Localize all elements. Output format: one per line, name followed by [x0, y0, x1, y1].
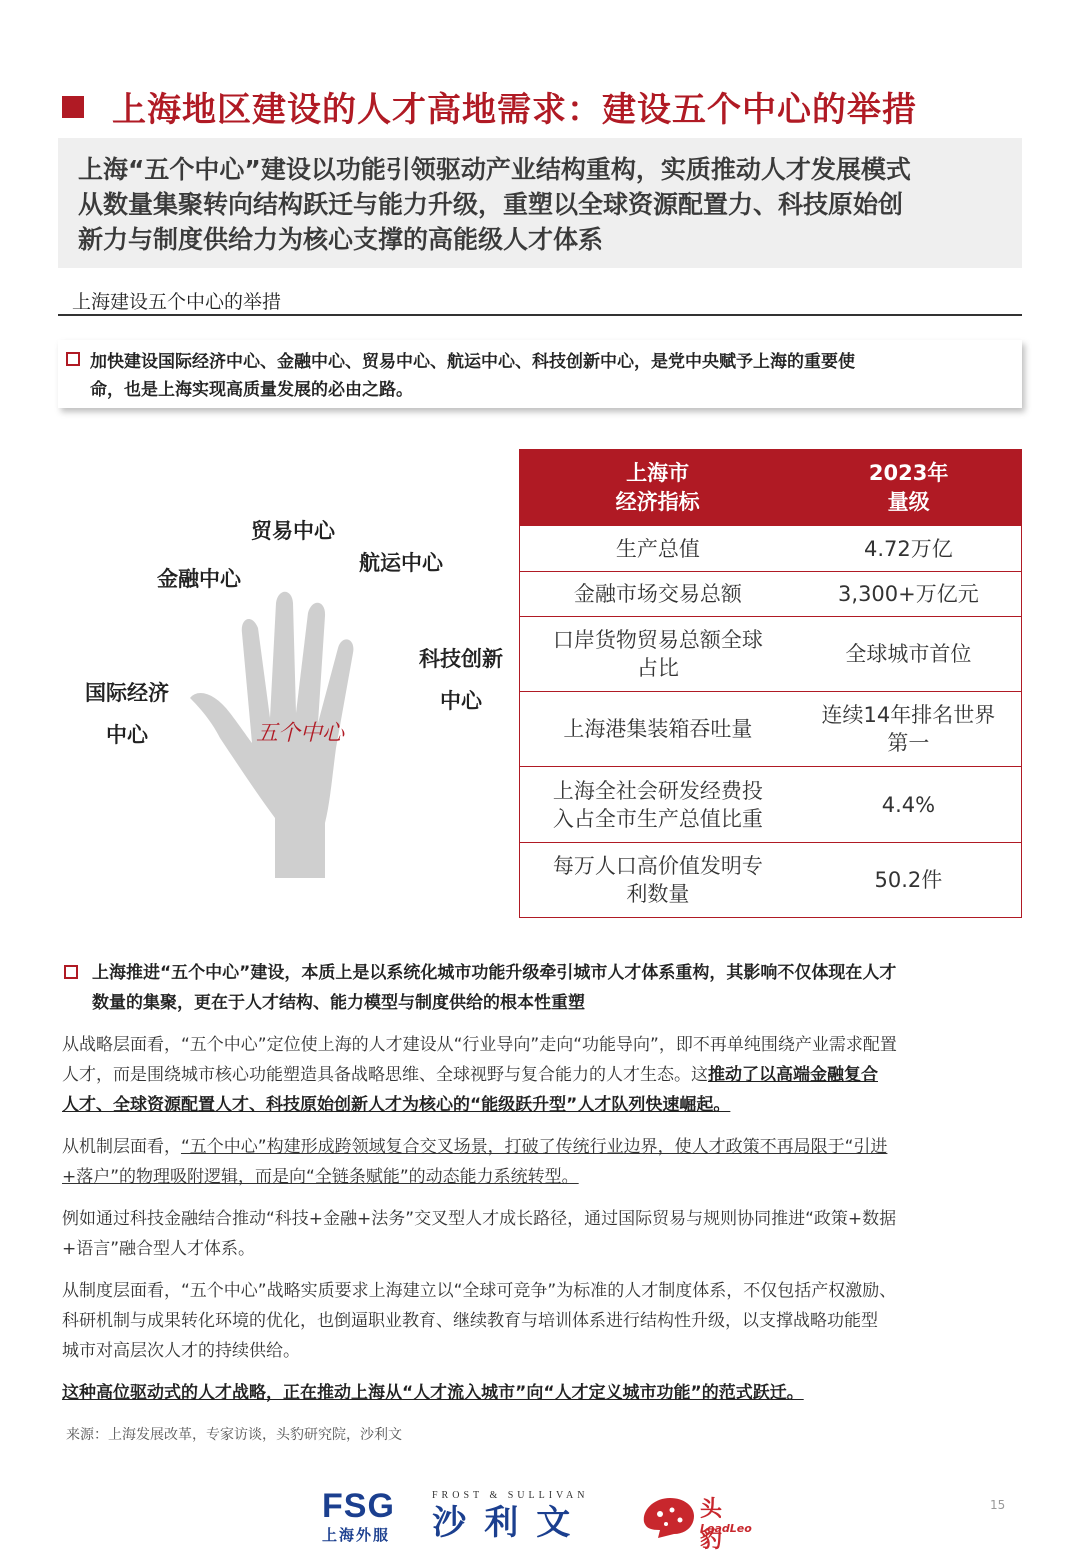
header-line: 2023年: [868, 460, 949, 485]
table-cell-value: [796, 526, 1022, 572]
leadleo-en: LeadLeo: [700, 1522, 752, 1535]
summary-line: 从数量集聚转向结构跃迁与能力升级，重塑以全球资源配置力、科技原始创: [78, 190, 904, 219]
header-line: 量级: [887, 489, 930, 514]
label-econ-center: [72, 672, 182, 756]
summary-line: 新力与制度供给力为核心支撑的高能级人才体系: [78, 225, 604, 254]
header-line: 经济指标: [615, 489, 700, 514]
cell-line: 上海港集装箱吞吐量: [563, 717, 753, 741]
table-cell-label: [520, 692, 796, 767]
table-cell-label: [520, 526, 796, 572]
fsg-logo-text: FSG: [322, 1487, 395, 1525]
paragraph-underlined: +落户”的物理吸附逻辑，而是向“全链条赋能”的动态能力系统转型。: [62, 1167, 579, 1187]
cell-line: 金融市场交易总额: [573, 582, 742, 606]
summary-line: 上海“五个中心”建设以功能引领驱动产业结构重构，实质推动人才发展模式: [78, 155, 911, 184]
table-row: [520, 572, 1022, 617]
paragraph-institution: [62, 1276, 1032, 1366]
paragraph-line: +语言”融合型人才体系。: [62, 1239, 256, 1259]
fsg-logo: [322, 1488, 395, 1545]
table-cell-label: [520, 572, 796, 617]
table-cell-label: [520, 617, 796, 692]
table-cell-value: [796, 572, 1022, 617]
cell-line: 4.4%: [881, 792, 936, 817]
label-trade-center: 贸易中心: [251, 519, 335, 543]
label-finance-center: 金融中心: [157, 567, 241, 591]
paragraph-line: 例如通过科技金融结合推动“科技+金融+法务”交叉型人才成长路径，通过国际贸易与规则协同推进“政策+数据: [62, 1209, 897, 1229]
checkbox-bullet-icon: [64, 965, 78, 979]
five-centers-diagram: [60, 500, 520, 880]
key-point-line: 数量的集聚，更在于人才结构、能力模型与制度供给的根本性重塑: [92, 993, 585, 1013]
cell-line: 入占全市生产总值比重: [552, 806, 763, 831]
summary-box: [58, 138, 1022, 268]
table-row: [520, 692, 1022, 767]
cell-line: 50.2件: [874, 868, 943, 892]
paragraph-line: [62, 1060, 1032, 1090]
paragraph-example: [62, 1204, 1032, 1264]
footer: [0, 1480, 1080, 1560]
cell-line: 每万人口高价值发明专: [552, 854, 763, 878]
cell-line: 占比: [636, 656, 679, 680]
table-cell-value: [796, 617, 1022, 692]
title-marker-icon: [62, 96, 84, 118]
key-point-line: 上海推进“五个中心”建设，本质上是以系统化城市功能升级牵引城市人才体系重构，其影响不仅体现在人才: [92, 963, 897, 983]
label-tech-line: 科技创新: [419, 647, 503, 671]
paragraph-emphasis: 推动了以高端金融复合: [708, 1065, 878, 1085]
leadleo-logo: [640, 1492, 752, 1553]
page-title: 上海地区建设的人才高地需求：建设五个中心的举措: [112, 90, 917, 130]
key-point-line: 加快建设国际经济中心、金融中心、贸易中心、航运中心、科技创新中心，是党中央赋予上海的重要使: [90, 352, 855, 372]
table-cell-value: [796, 767, 1022, 843]
fsg-logo-subtext: 上海外服: [322, 1526, 391, 1544]
cell-line: 4.72万亿: [864, 536, 953, 561]
paragraph-line: 科研机制与成果转化环境的优化，也倒逼职业教育、继续教育与培训体系进行结构性升级，以支撑战略功能型: [62, 1311, 878, 1331]
leadleo-cn: 头豹: [700, 1497, 723, 1553]
frost-sullivan-cn: 沙利文: [432, 1503, 589, 1543]
paragraph-line: 从战略层面看，“五个中心”定位使上海的人才建设从“行业导向”走向“功能导向”，即不再单纯围绕产业需求配置: [62, 1035, 897, 1055]
section-divider: [58, 314, 1022, 316]
table-header-row: [520, 450, 1022, 526]
paragraph-span: 人才，而是围绕城市核心功能塑造具备战略思维、全球视野与复合能力的人才生态。这: [62, 1065, 708, 1085]
label-econ-line: 中心: [106, 723, 148, 747]
cell-line: 口岸货物贸易总额全球: [552, 628, 763, 652]
table-row: [520, 843, 1022, 918]
leopard-icon: [640, 1492, 696, 1540]
table-cell-label: [520, 767, 796, 843]
paragraph-conclusion: 这种高位驱动式的人才战略，正在推动上海从“人才流入城市”向“人才定义城市功能”的范式跃迁。: [62, 1383, 804, 1403]
table-header-cell: [796, 450, 1022, 526]
key-point-2: [62, 958, 1032, 1018]
label-tech-center: [406, 638, 516, 722]
cell-line: 连续14年排名世界: [821, 703, 996, 727]
table-cell-value: [796, 843, 1022, 918]
key-point-line: 命，也是上海实现高质量发展的必由之路。: [90, 380, 413, 400]
label-econ-line: 国际经济: [85, 681, 169, 705]
section-heading: 上海建设五个中心的举措: [72, 291, 282, 313]
table-header-cell: [520, 450, 796, 526]
table-row: [520, 767, 1022, 843]
cell-line: 生产总值: [615, 536, 700, 561]
header-line: 上海市: [626, 460, 690, 485]
paragraph-mechanism: [62, 1132, 1032, 1192]
paragraph-span: 从机制层面看，: [62, 1137, 181, 1157]
page-number: 15: [990, 1498, 1006, 1512]
table-cell-label: [520, 843, 796, 918]
checkbox-bullet-icon: [66, 352, 80, 366]
cell-line: 3,300+万亿元: [838, 582, 979, 606]
cell-line: 上海全社会研发经费投: [552, 778, 763, 803]
cell-line: 第一: [887, 731, 930, 755]
frost-sullivan-logo: [432, 1490, 588, 1545]
page-title-bar: [62, 82, 917, 131]
table-row: [520, 526, 1022, 572]
paragraph-emphasis: 人才、全球资源配置人才、科技原始创新人才为核心的“能级跃升型”人才队列快速崛起。: [62, 1095, 731, 1115]
diagram-center-label: 五个中心: [256, 721, 345, 746]
paragraph-strategy: [62, 1030, 1032, 1120]
paragraph-line: 城市对高层次人才的持续供给。: [62, 1341, 300, 1361]
paragraph-line: [62, 1132, 1032, 1162]
label-shipping-center: 航运中心: [359, 551, 443, 575]
economic-indicators-table: [519, 449, 1022, 918]
table-row: [520, 617, 1022, 692]
label-tech-line: 中心: [440, 689, 482, 713]
key-point-box: [58, 340, 1022, 408]
cell-line: 全球城市首位: [845, 642, 972, 666]
frost-sullivan-en: FROST & SULLIVAN: [432, 1490, 589, 1501]
paragraph-line: 从制度层面看，“五个中心”战略实质要求上海建立以“全球可竞争”为标准的人才制度体系，不仅包括产权激励、: [62, 1281, 897, 1301]
source-note: 来源：上海发展改革，专家访谈，头豹研究院，沙利文: [66, 1427, 402, 1443]
cell-line: 利数量: [626, 882, 690, 906]
paragraph-underlined: “五个中心”构建形成跨领域复合交叉场景，打破了传统行业边界，使人才政策不再局限于“引进: [181, 1137, 888, 1157]
table-cell-value: [796, 692, 1022, 767]
